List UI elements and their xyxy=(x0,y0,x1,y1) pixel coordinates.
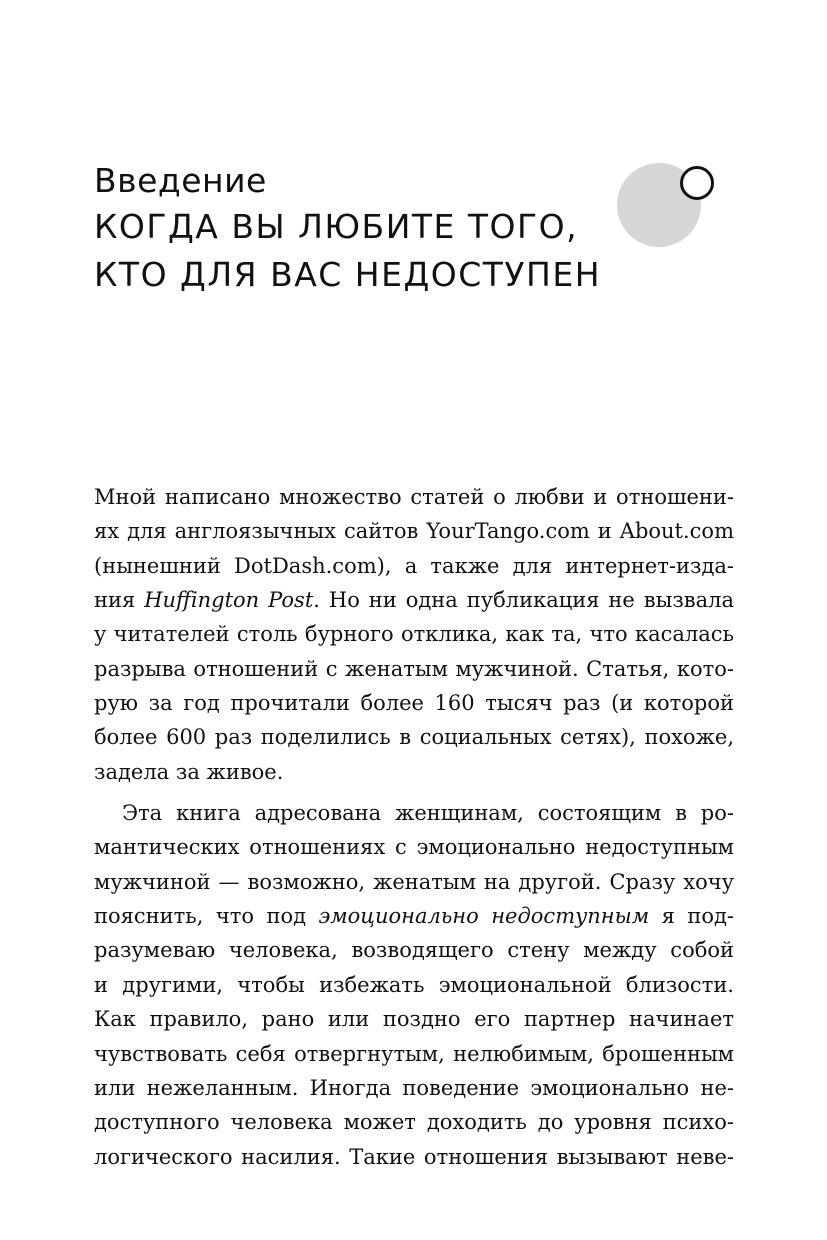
text-run: . Но ни одна публикация не вызвала xyxy=(313,588,734,613)
text-line: задела за живое. xyxy=(94,759,284,784)
chapter-title-line-2: КТО ДЛЯ ВАС НЕДОСТУПЕН xyxy=(94,255,602,294)
text-line: мантических отношениях с эмоционально недоступным xyxy=(94,835,734,860)
text-line xyxy=(94,899,734,933)
italic-emphasis: эмоционально недоступным xyxy=(318,904,650,929)
text-line: Как правило, рано или поздно его партнер начинает xyxy=(94,1007,734,1032)
decorative-ring-icon xyxy=(680,166,714,200)
text-line: доступного человека может доходить до уровня психо- xyxy=(94,1110,734,1135)
text-line: более 600 раз поделились в социальных сетях), похоже, xyxy=(94,725,734,750)
text-line: мужчиной — возможно, женатым на другой. Сразу хочу xyxy=(94,869,734,894)
chapter-label: Введение xyxy=(94,161,267,200)
text-run: я под- xyxy=(649,904,735,929)
text-line xyxy=(94,583,734,617)
text-line: или нежеланным. Иногда поведение эмоционально не- xyxy=(94,1075,734,1100)
text-line: (нынешний DotDash.com), а также для интернет-изда- xyxy=(94,553,734,578)
text-run: пояснить, что под xyxy=(94,904,319,929)
text-line: и другими, чтобы избежать эмоциональной близости. xyxy=(94,972,734,997)
chapter-title-line-1: КОГДА ВЫ ЛЮБИТЕ ТОГО, xyxy=(94,207,579,246)
text-line: у читателей столь бурного отклика, как та, что касалась xyxy=(94,622,734,647)
text-line: разрыва отношений с женатым мужчиной. Статья, кото- xyxy=(94,656,734,681)
text-line: Мной написано множество статей о любви и отношени- xyxy=(94,485,734,509)
text-line: Эта книга адресована женщинам, состоящим в ро- xyxy=(122,801,734,826)
text-line: чувствовать себя отвергнутым, нелюбимым, брошенным xyxy=(94,1041,734,1066)
chapter-title xyxy=(94,203,601,299)
text-line: логического насилия. Такие отношения вызывают неве- xyxy=(94,1144,734,1169)
text-line: рую за год прочитали более 160 тысяч раз (и которой xyxy=(94,691,734,716)
text-line: разумеваю человека, возводящего стену между собой xyxy=(94,938,734,963)
text-line: ях для англоязычных сайтов YourTango.com и About.com xyxy=(94,519,734,544)
italic-publication-name: Huffington Post xyxy=(144,588,314,613)
paragraph-1 xyxy=(94,480,734,789)
body-text xyxy=(94,480,734,1174)
paragraph-2 xyxy=(94,796,734,1174)
text-run: ния xyxy=(94,588,145,613)
